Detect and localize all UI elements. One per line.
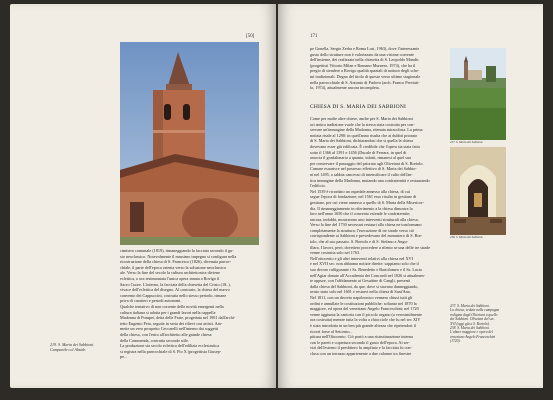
text-line: associa il gonfalonario a quanto, infatti, rimanesi al quel sua [310,155,411,161]
text-line: l'edificio. [310,183,326,189]
text-line: gusto dello strutture non è valorizzato da una visione coerente [310,51,414,57]
caption-line: 237. S. Maria dei Sabbioni. [450,140,484,144]
church-landscape-photo [450,48,506,140]
caption-line: XVI (oggi già a S. Bortolo). [450,321,490,326]
text-line: dovevano esser già edificata. È credibile che l'opera sia stata fatta [310,143,420,149]
left-photo-caption [50,342,116,352]
text-line: pe... [120,354,128,360]
text-line: segue l'epoca di fondazione; nel 1561 esso risulta in gestione di [310,194,417,200]
page-number: 171 [310,34,318,39]
text-line: (progettisti Vittorio Milan e Romano Murnero, 1974), che ha il [310,62,416,68]
text-line: venne aggiunta la cantoria con il piccolo organo (a verosimilmente [310,311,422,317]
text-line: clusa con un terrazzo appartenente a due colonne tra finestre [310,350,412,356]
text-line: si registra nella parrocchiale di S. Pio X (progettista Giusep- [120,348,222,354]
text-line: Come per molte altre chiese, anche per S. Maria dei Sabbioni [310,116,413,121]
text-line: servare un'immagine della Madonna, ritenuta miracolosa. La prima [310,127,423,133]
text-line: pittura nell'Ottocento. Ciò portò a una ristrutturazione interna [310,334,413,340]
caption-line: 238. S. Maria dei Sabbioni. [450,235,484,239]
caption-line: La chiesa, veduta nella campagna [450,308,500,313]
caption-line: veneziano Angelo Franceschini [450,334,496,339]
text-line: e nel XVII sec. non abbiamo notizie dirette: sappiamo solo che il [310,261,419,267]
text-line: ancora, indubbi, mostrarono uno interventi strutturali alla chiesa. [310,216,419,222]
text-line: vizi dell'esterno il presbitero fu ampliato e la facciata fu con- [310,345,412,351]
text-line: dia. Il rimaneggiamento in riferimento a la chiesa dimostra la [310,205,413,211]
text-line: tica immagine della Madonna, mutando una confraternità e restaurando [310,177,430,183]
text-line: pe Gonella, Sergio Zerba e Roma Losi, 1963), dove l'interessante [310,46,420,51]
text-line: ricostruzione della chiesa di S. Francesco (1826), divenuta parroc- [120,259,232,265]
text-line: con le pareti e copertura secondo il gusto dell'epoca. Ai ser- [310,339,410,345]
left-page [10,4,276,388]
text-line: corrispondente ai Sabbioni e prevedevano del monastero di S. Bor- [310,233,423,239]
text-line: nell'Agiar donato all'Accademia dei Concordi nel 1826 si attualmen- [310,272,426,278]
bell-tower-photo [120,42,259,245]
text-line: dell'insieme, dei realizzate nella chiesetta di S. Leopoldo Mandic [310,57,419,63]
text-line: mette un vero prospetto Ceccarelli nell'interno dai soggetti [120,326,219,332]
section-heading: CHIESA DI S. MARIA DEI SABBIONI [310,104,407,110]
caption-line: 237. S. Maria dei Sabbioni. [450,304,490,308]
caption-line: dei Sabbioni. Olivetani del sec. [450,317,495,322]
text-line: mi tradizionali. Degno del titolo di questo verso ultimo stagionale [310,73,421,79]
text-line: loro nell'anno 1650 che il convento estende le confraternite; [310,211,411,217]
right-top-text [310,46,444,91]
page-number: [50] [246,34,255,39]
right-section-text [310,116,444,357]
text-line: completamente la struttura; l'esecuzione di tre strade verso ciò [310,227,415,233]
church-interior-photo [450,147,506,235]
caption-line: L'altare maggiore e opera del [450,330,493,335]
right-page [278,4,543,388]
text-line: convento dei Cappuccini, costruita nello stesso periodo, rimane [120,292,227,298]
text-line: cultura italiana si adotta per i grandi lavori nella cappella [120,309,216,315]
text-line: illara. I lavori, però, dovettero procedere a rilento se una delle tre strade [310,244,431,250]
text-line: vivace dell'eclettica del disegno. Al contrario, la chiesa del nuovo [120,287,230,293]
text-line: La produzione sia secolo eclettica dell'edilizia ecclesiastica [120,343,220,349]
text-line: chiale, il parte dell'epoca orienta verso la soluzione neoclassica [120,264,226,270]
text-line: notizia risale al 1290: in quell'anno risulta che ai dubbii priorato [310,132,418,138]
text-line: nella parrocchiale di S. Antonio di Padova (arch. Franco Previati- [310,79,420,85]
text-line: eclettica, o ora testimoniata l'unica opera innata a Rovigo il [120,275,220,281]
text-line: è stata introdotta in un ben più grande altezza che ripetendosi il [310,322,416,328]
text-line: lo, 1974), attualmente ancora incompleta. [310,85,380,91]
text-line: cimitero comunale (1819), rimaneggiando la facciata secondo il gu- [120,248,234,253]
text-line: Sacro Cuore. L'interno, la facciata della chiesetta del Cristo (18..), [120,281,231,287]
bell-tower-illustration [120,42,259,245]
text-line: Nell'ottocento e gli altri interventi relativi alla chiesa nel XVI [310,255,413,261]
text-line: gestione, per cui viene annesso a quello di S. Maria della Misericor- [310,199,424,205]
text-line: ora costruita) mentre tutta la volta a chiocciole che fu nel sec XIV [310,317,421,323]
landscape-illustration [450,48,506,140]
text-line: tetto Eugenio Peia, seguite in seria dei rilievi con artisti. Am- [120,320,223,326]
text-line: dalla chiesa del Sabbioni, da que, dove si stavano danneggiando, [310,283,419,289]
photo-caption-2 [450,236,510,240]
text-line: di S. Maria dei Sabbioni, dichiarandosi che si quella la chiesa [310,138,414,144]
text-line: Cumare esaurisce nel possesso effettivo di S. Maria dei Sabbio- [310,166,417,172]
caption-line: rodigina dagli Olivetani a quello [450,312,498,317]
text-line: venne costruita solo nel 1763. [310,250,361,256]
text-line: Qualche tentativo di non corrente delle novità emergenti nella [120,303,224,309]
text-line: ricorrì forse al Seicento... [310,328,353,334]
text-line: tolo, che al suo passato. S. Bortolo e di S. Stefano a Angu- [310,239,408,245]
text-line: ori antica tradizione vuole che la stessa stata costruita per con- [310,121,415,127]
interior-illustration [450,147,506,235]
caption-line: 238. S. Maria dei Sabbioni. [450,326,490,331]
text-line: ale. Verso la fine del secolo la cultura architettonica diviene [120,270,220,276]
text-line: della Commenda, costruita secondo stile. [120,337,189,343]
text-line: priva di caratteri e periodi autonomi. [120,298,182,304]
text-line: pregio di stendere a Rovigo qualità spaziali di notturo degli sche- [310,68,420,74]
text-line: per conservare il passaggio del priorato agli Olivetani di S. Bortolo. [310,160,424,166]
caption-line: Campanile col Abside. [50,347,87,352]
text-line: Nel 1539 è ricordato un ospedale annesso alla chiesa, di cui [310,188,410,194]
text-line: Nel 1811, con un decreto napoleonico vennero chiusi tutti gli [310,295,413,300]
text-line: ni nel 1495, a sabbia cancesso di intensificare il culto dell'an- [310,171,413,177]
caption-line: 219. S. Maria dei Sabbioni. [50,342,95,347]
left-body-text [120,248,262,360]
text-line: suo decoro raffigurante i Ss. Benedetto e Bartolomeo e il Ss. Lucio [310,267,423,273]
right-lower-caption [450,304,512,344]
text-line: te oppure, con l'affidamento ai Gesuitine di Cangli, presenti [310,278,410,284]
text-line: della chiesa, con l'esito all'architetto alle grande chiesa [120,331,212,337]
photo-caption-1 [450,141,510,145]
text-line: Madonna di Pompei, detta delle Frate, progettata nel 1901 dall'archi- [120,315,236,321]
text-line: maggiore, ed opera del veneziano Angelo Franceschini; nel 1720 [310,306,419,312]
text-line: ordini e annullate le costituzioni pubbliche: soltanto nel 1870 la [310,300,417,306]
text-line: Verso la fine del 1730 necessari restauri alla chiesa ne trasformano [310,222,422,228]
caption-line: (1720). [450,339,461,344]
text-line: sotto il 1366 al 1391 e 1456 (Ducale di Ferrara, in quel di [310,149,407,155]
text-line: avuto stato solo nel 1601 e restarvi nella chiesa di Sant'Ana. [310,289,411,295]
text-line: sto neoclassico. Notevolmente il massimo impegno si configura nella [120,253,237,259]
